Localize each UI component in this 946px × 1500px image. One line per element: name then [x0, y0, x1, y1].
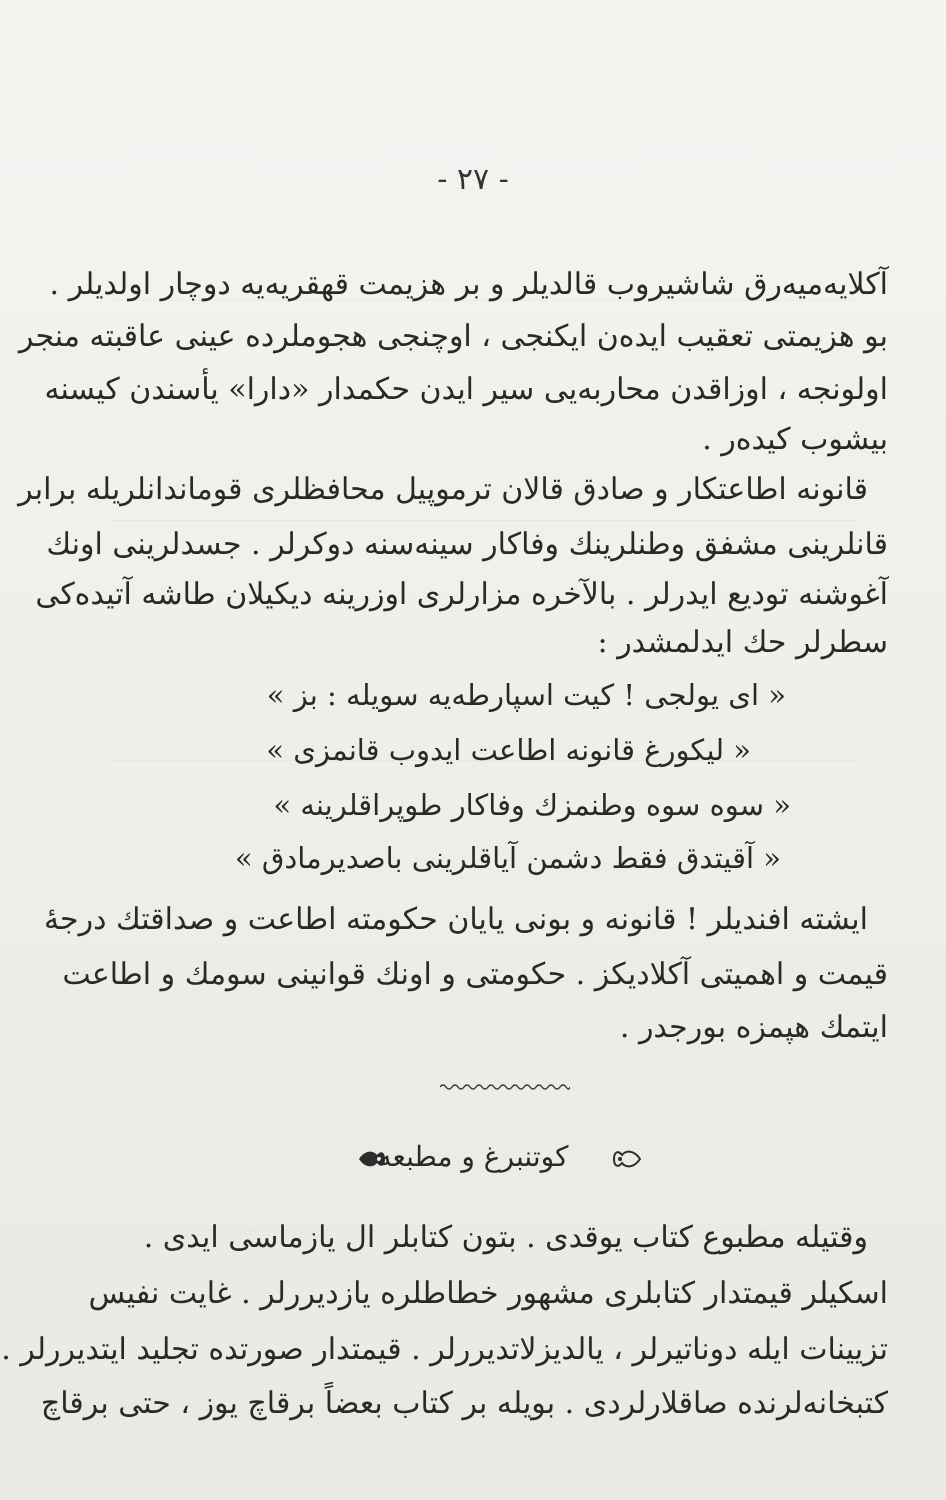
paragraph-4-line-3: تزيينات ايله دوناتيرلر ، يالديزلاتديررلر . قيمتدار صورتده تجليد ايتديررلر .	[1, 1332, 888, 1367]
verse-line-2: « ليكورغ قانونه اطاعت ايدوب قانمزى »	[266, 733, 751, 767]
paragraph-1-line-4: بيشوب كيده‌ر .	[702, 422, 888, 457]
verse-line-4: « آقيتدق فقط دشمن آياقلرينى باصديرمادق »	[234, 841, 781, 875]
paragraph-2-line-3: آغوشنه توديع ايدرلر . بالآخره مزارلرى اوزرينه ديكيلان طاشه آتيده‌كى	[35, 577, 888, 612]
paragraph-2-line-1: قانونه اطاعتكار و صادق قالان ترموپيل محافظلرى قوماندانلريله برابر	[18, 472, 868, 507]
paragraph-4-line-1: وقتيله مطبوع كتاب يوقدى . بتون كتابلر ال يازماسى ايدى .	[143, 1220, 868, 1255]
wavy-divider	[440, 1083, 570, 1091]
paragraph-4-line-2: اسكيلر قيمتدار كتابلرى مشهور خطاطلره يازديررلر . غايت نفيس	[88, 1276, 888, 1311]
paragraph-4-line-4: كتبخانه‌لرنده صاقلارلردى . بويله بر كتاب بعضاً برقاچ يوز ، حتى برقاچ	[40, 1386, 888, 1421]
paragraph-1-line-1: آكلايه‌ميه‌رق شاشيروب قالديلر و بر هزيمت قهقريه‌يه دوچار اولديلر .	[49, 267, 888, 302]
section-title: كوتنبرغ و مطبعه	[377, 1140, 569, 1173]
paragraph-3-line-3: ايتمك هپمزه بورجدر .	[619, 1010, 888, 1045]
paragraph-2-line-2: قانلرينى مشفق وطنلرينك وفاكار سينه‌سنه دوكرلر . جسدلرينى اونك	[46, 527, 888, 562]
paragraph-3-line-1: ايشته افنديلر ! قانونه و بونى يايان حكومته اطاعت و صداقتك درجه‌ٔ	[43, 902, 868, 937]
verse-line-3: « سوه سوه وطنمزك وفاكار طوپراقلرينه »	[273, 788, 791, 822]
paragraph-3-line-2: قيمت و اهميتى آكلاديكز . حكومتى و اونك قوانينى سومك و اطاعت	[62, 957, 888, 992]
verse-line-1: « اى يولجى ! كيت اسپارطه‌يه سويله : بز »	[266, 678, 786, 712]
paragraph-1-line-2: بو هزيمتى تعقيب ايده‌ن ايكنجى ، اوچنجى هجوملرده عينى عاقبته منجر	[18, 319, 888, 354]
page-number: - ٢٧ -	[437, 162, 509, 197]
paragraph-1-line-3: اولونجه ، اوزاقدن محاربه‌يى سير ايدن حكمدار «دارا» يأسندن كيسنه	[44, 372, 888, 407]
paragraph-2-line-4: سطرلر حك ايدلمشدر :	[597, 625, 888, 660]
right-fleuron-icon	[612, 1146, 642, 1172]
